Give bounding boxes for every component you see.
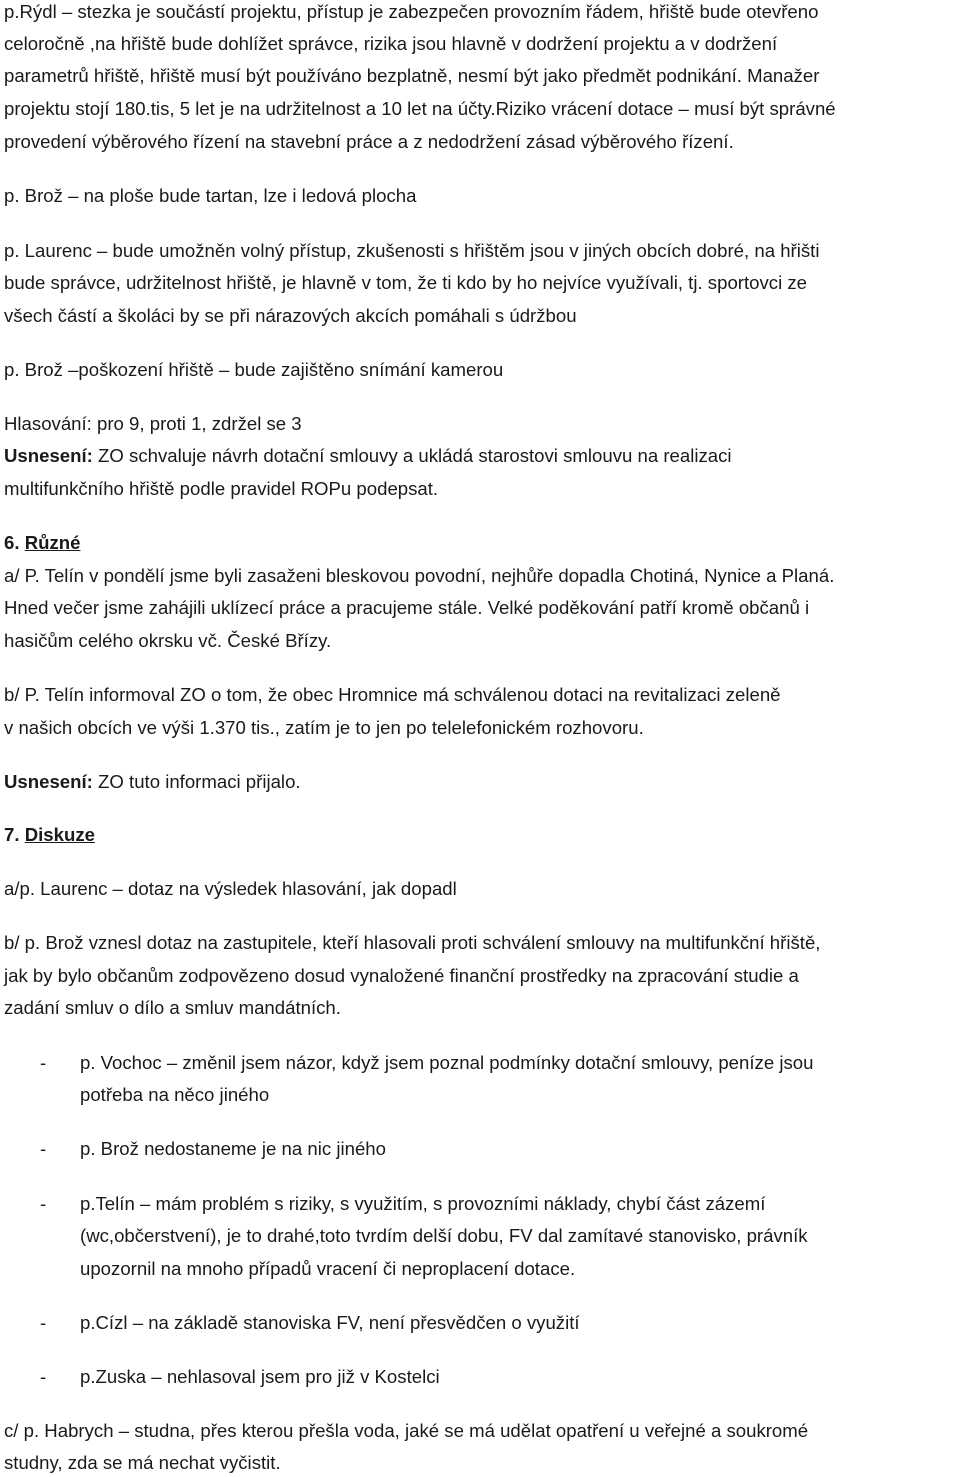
paragraph-line: všech částí a školáci by se při nárazových akcích pomáhali s údržbou <box>4 305 577 326</box>
list-bullet: - <box>40 1138 47 1159</box>
list-item-line: p. Vochoc – změnil jsem názor, když jsem poznal podmínky dotační smlouvy, peníze jsou <box>80 1052 814 1073</box>
paragraph-line: b/ P. Telín informoval ZO o tom, že obec Hromnice má schválenou dotaci na revitalizaci zeleně <box>4 684 781 705</box>
paragraph-line: hasičům celého okrsku vč. České Břízy. <box>4 630 332 651</box>
paragraph-line: v našich obcích ve výši 1.370 tis., zatím je to jen po telelefonickém rozhovoru. <box>4 717 644 738</box>
paragraph-line: b/ p. Brož vznesl dotaz na zastupitele, kteří hlasovali proti schválení smlouvy na multifunkční hřiště, <box>4 932 821 953</box>
list-item-line: p.Telín – mám problém s riziky, s využitím, s provozními náklady, chybí část zázemí <box>80 1193 766 1214</box>
resolution-line: multifunkčního hřiště podle pravidel ROPu podepsat. <box>4 478 439 499</box>
voting-result: Hlasování: pro 9, proti 1, zdržel se 3 <box>4 413 302 434</box>
list-item-line: upozornil na mnoho případů vracení či neproplacení dotace. <box>80 1258 576 1279</box>
list-item-line: p.Zuska – nehlasoval jsem pro již v Kostelci <box>80 1366 440 1387</box>
paragraph-line: p.Rýdl – stezka je součástí projektu, přístup je zabezpečen provozním řádem, hřiště bude otevřeno <box>4 1 819 22</box>
paragraph-line: parametrů hřiště, hřiště musí být používáno bezplatně, nesmí být jako předmět podnikání. Manažer <box>4 65 820 86</box>
paragraph-line: projektu stojí 180.tis, 5 let je na udržitelnost a 10 let na účty.Riziko vrácení dotace – musí být správné <box>4 98 836 119</box>
list-bullet: - <box>40 1366 47 1387</box>
paragraph-line: a/p. Laurenc – dotaz na výsledek hlasování, jak dopadl <box>4 878 457 899</box>
section-number: 6. <box>4 532 25 553</box>
list-bullet: - <box>40 1312 47 1333</box>
paragraph-line: jak by bylo občanům zodpovězeno dosud vynaložené finanční prostředky na zpracování studie a <box>4 965 799 986</box>
list-bullet: - <box>40 1052 47 1073</box>
paragraph-line: c/ p. Habrych – studna, přes kterou přešla voda, jaké se má udělat opatření u veřejné a soukromé <box>4 1420 809 1441</box>
paragraph-line: p. Brož –poškození hřiště – bude zajištěno snímání kamerou <box>4 359 504 380</box>
list-item-line: potřeba na něco jiného <box>80 1084 270 1105</box>
resolution-label: Usnesení: <box>4 771 93 792</box>
paragraph-line: Hned večer jsme zahájili uklízecí práce a pracujeme stále. Velké poděkování patří kromě občanů i <box>4 597 810 618</box>
paragraph-line: studny, zda se má nechat vyčistit. <box>4 1452 281 1473</box>
list-item-line: p.Cízl – na základě stanoviska FV, není přesvědčen o využití <box>80 1312 580 1333</box>
paragraph-line: provedení výběrového řízení na stavební práce a z nedodržení zásad výběrového řízení. <box>4 131 734 152</box>
paragraph-line: zadání smluv o dílo a smluv mandátních. <box>4 997 341 1018</box>
section-title: Různé <box>24 532 81 553</box>
section-heading <box>4 823 95 847</box>
paragraph-line: a/ P. Telín v pondělí jsme byli zasaženi bleskovou povodní, nejhůře dopadla Chotiná, Nynice a Planá. <box>4 565 835 586</box>
resolution-label: Usnesení: <box>4 445 93 466</box>
section-number: 7. <box>4 824 25 845</box>
resolution-text: ZO schvaluje návrh dotační smlouvy a ukládá starostovi smlouvu na realizaci <box>92 445 732 466</box>
resolution-line <box>4 770 301 794</box>
list-item-line: p. Brož nedostaneme je na nic jiného <box>80 1138 386 1159</box>
section-heading <box>4 531 80 555</box>
list-item-line: (wc,občerstvení), je to drahé,toto tvrdím delší dobu, FV dal zamítavé stanovisko, právník <box>80 1225 808 1246</box>
paragraph-line: celoročně ,na hřiště bude dohlížet správce, rizika jsou hlavně v dodržení projektu a v dodržení <box>4 33 778 54</box>
resolution-text: ZO tuto informaci přijalo. <box>92 771 301 792</box>
paragraph-line: bude správce, udržitelnost hřiště, je hlavně v tom, že ti kdo by ho nejvíce využívali, tj. sportovci ze <box>4 272 808 293</box>
paragraph-line: p. Laurenc – bude umožněn volný přístup, zkušenosti s hřištěm jsou v jiných obcích dobré, na hřišti <box>4 240 820 261</box>
resolution-line <box>4 444 732 468</box>
paragraph-line: p. Brož – na ploše bude tartan, lze i ledová plocha <box>4 185 417 206</box>
section-title: Diskuze <box>24 824 95 845</box>
list-bullet: - <box>40 1193 47 1214</box>
